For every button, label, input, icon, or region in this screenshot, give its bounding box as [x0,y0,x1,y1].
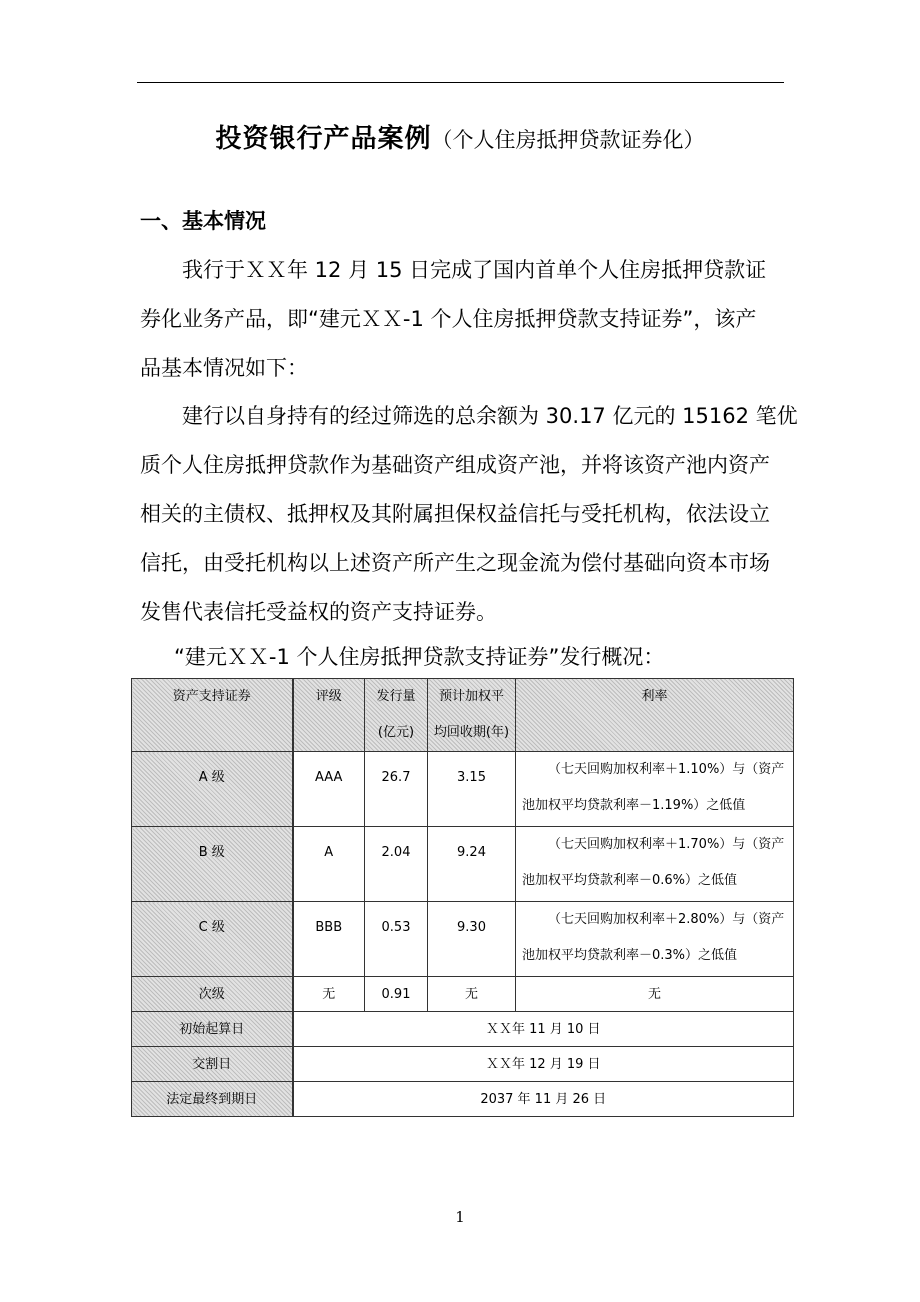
header-rating: 评级 [293,679,365,752]
cell-amount: 0.53 [365,902,428,977]
header-amount-line: 发行量 [376,689,416,704]
paragraph-line: 券化业务产品，即“建元ＸＸ-1 个人住房抵押贷款支持证券”，该产 [140,307,757,331]
paragraph-line: 品基本情况如下： [140,356,308,380]
cell-amount: 26.7 [365,752,428,827]
paragraph-line: 发售代表信托受益权的资产支持证券。 [140,600,497,624]
cell-rating: AAA [293,752,365,827]
section-heading: 一、基本情况 [140,209,266,233]
rate-line: （七天回购加权利率＋2.80%）与（资产 [548,912,785,927]
rate-line: 池加权平均贷款利率－0.3%）之低值 [522,948,738,963]
issuance-table [131,678,794,1117]
paragraph-line: 我行于ＸＸ年 12 月 15 日完成了国内首单个人住房抵押贷款证 [182,258,767,282]
cell-period: 9.24 [428,827,516,902]
cell-period: 无 [428,977,516,1012]
cell-date-value: ＸＸ年 11 月 10 日 [293,1012,794,1047]
table-row [132,902,794,977]
paragraph-line: 质个人住房抵押贷款作为基础资产组成资产池，并将该资产池内资产 [140,453,770,477]
cell-date-label: 交割日 [132,1047,293,1082]
rate-line: （七天回购加权利率＋1.10%）与（资产 [548,762,785,777]
cell-security: C 级 [132,902,293,977]
document-title [0,118,920,155]
header-security: 资产支持证券 [132,679,293,752]
title-main: 投资银行产品案例 [215,124,432,154]
table-header-row [132,679,794,752]
header-rate: 利率 [516,679,794,752]
cell-rating: 无 [293,977,365,1012]
header-amount-unit: (亿元) [377,725,415,740]
header-period-line: 预计加权平 [438,689,504,704]
cell-date-value: 2037 年 11 月 26 日 [293,1082,794,1117]
table-date-row [132,1082,794,1117]
table-row [132,752,794,827]
cell-date-value: ＸＸ年 12 月 19 日 [293,1047,794,1082]
header-rule [137,82,784,83]
paragraph-line: 信托，由受托机构以上述资产所产生之现金流为偿付基础向资本市场 [140,551,770,575]
cell-period: 3.15 [428,752,516,827]
paragraph-line: 相关的主债权、抵押权及其附属担保权益信托与受托机构，依法设立 [140,502,770,526]
cell-rate [516,902,794,977]
title-sub: （个人住房抵押贷款证券化） [431,128,705,152]
cell-amount: 2.04 [365,827,428,902]
cell-security: 次级 [132,977,293,1012]
table-row [132,827,794,902]
table-date-row [132,1047,794,1082]
header-period [428,679,516,752]
cell-rate [516,827,794,902]
cell-rating: A [293,827,365,902]
cell-rate: 无 [516,977,794,1012]
cell-security: A 级 [132,752,293,827]
page-number: 1 [455,1208,465,1226]
table-date-row [132,1012,794,1047]
cell-rate [516,752,794,827]
header-period-unit: 均回收期(年) [433,725,510,740]
rate-line: （七天回购加权利率＋1.70%）与（资产 [548,837,785,852]
paragraph-structure [140,392,800,637]
rate-line: 池加权平均贷款利率－0.6%）之低值 [522,873,738,888]
table-row [132,977,794,1012]
cell-security: B 级 [132,827,293,902]
cell-date-label: 初始起算日 [132,1012,293,1047]
paragraph-overview [140,246,800,393]
cell-period: 9.30 [428,902,516,977]
cell-rating: BBB [293,902,365,977]
cell-amount: 0.91 [365,977,428,1012]
table-caption: “建元ＸＸ-1 个人住房抵押贷款支持证券”发行概况： [174,645,665,669]
paragraph-line: 建行以自身持有的经过筛选的总余额为 30.17 亿元的 15162 笔优 [182,404,798,428]
cell-date-label: 法定最终到期日 [132,1082,293,1117]
rate-line: 池加权平均贷款利率－1.19%）之低值 [522,798,746,813]
header-amount [365,679,428,752]
